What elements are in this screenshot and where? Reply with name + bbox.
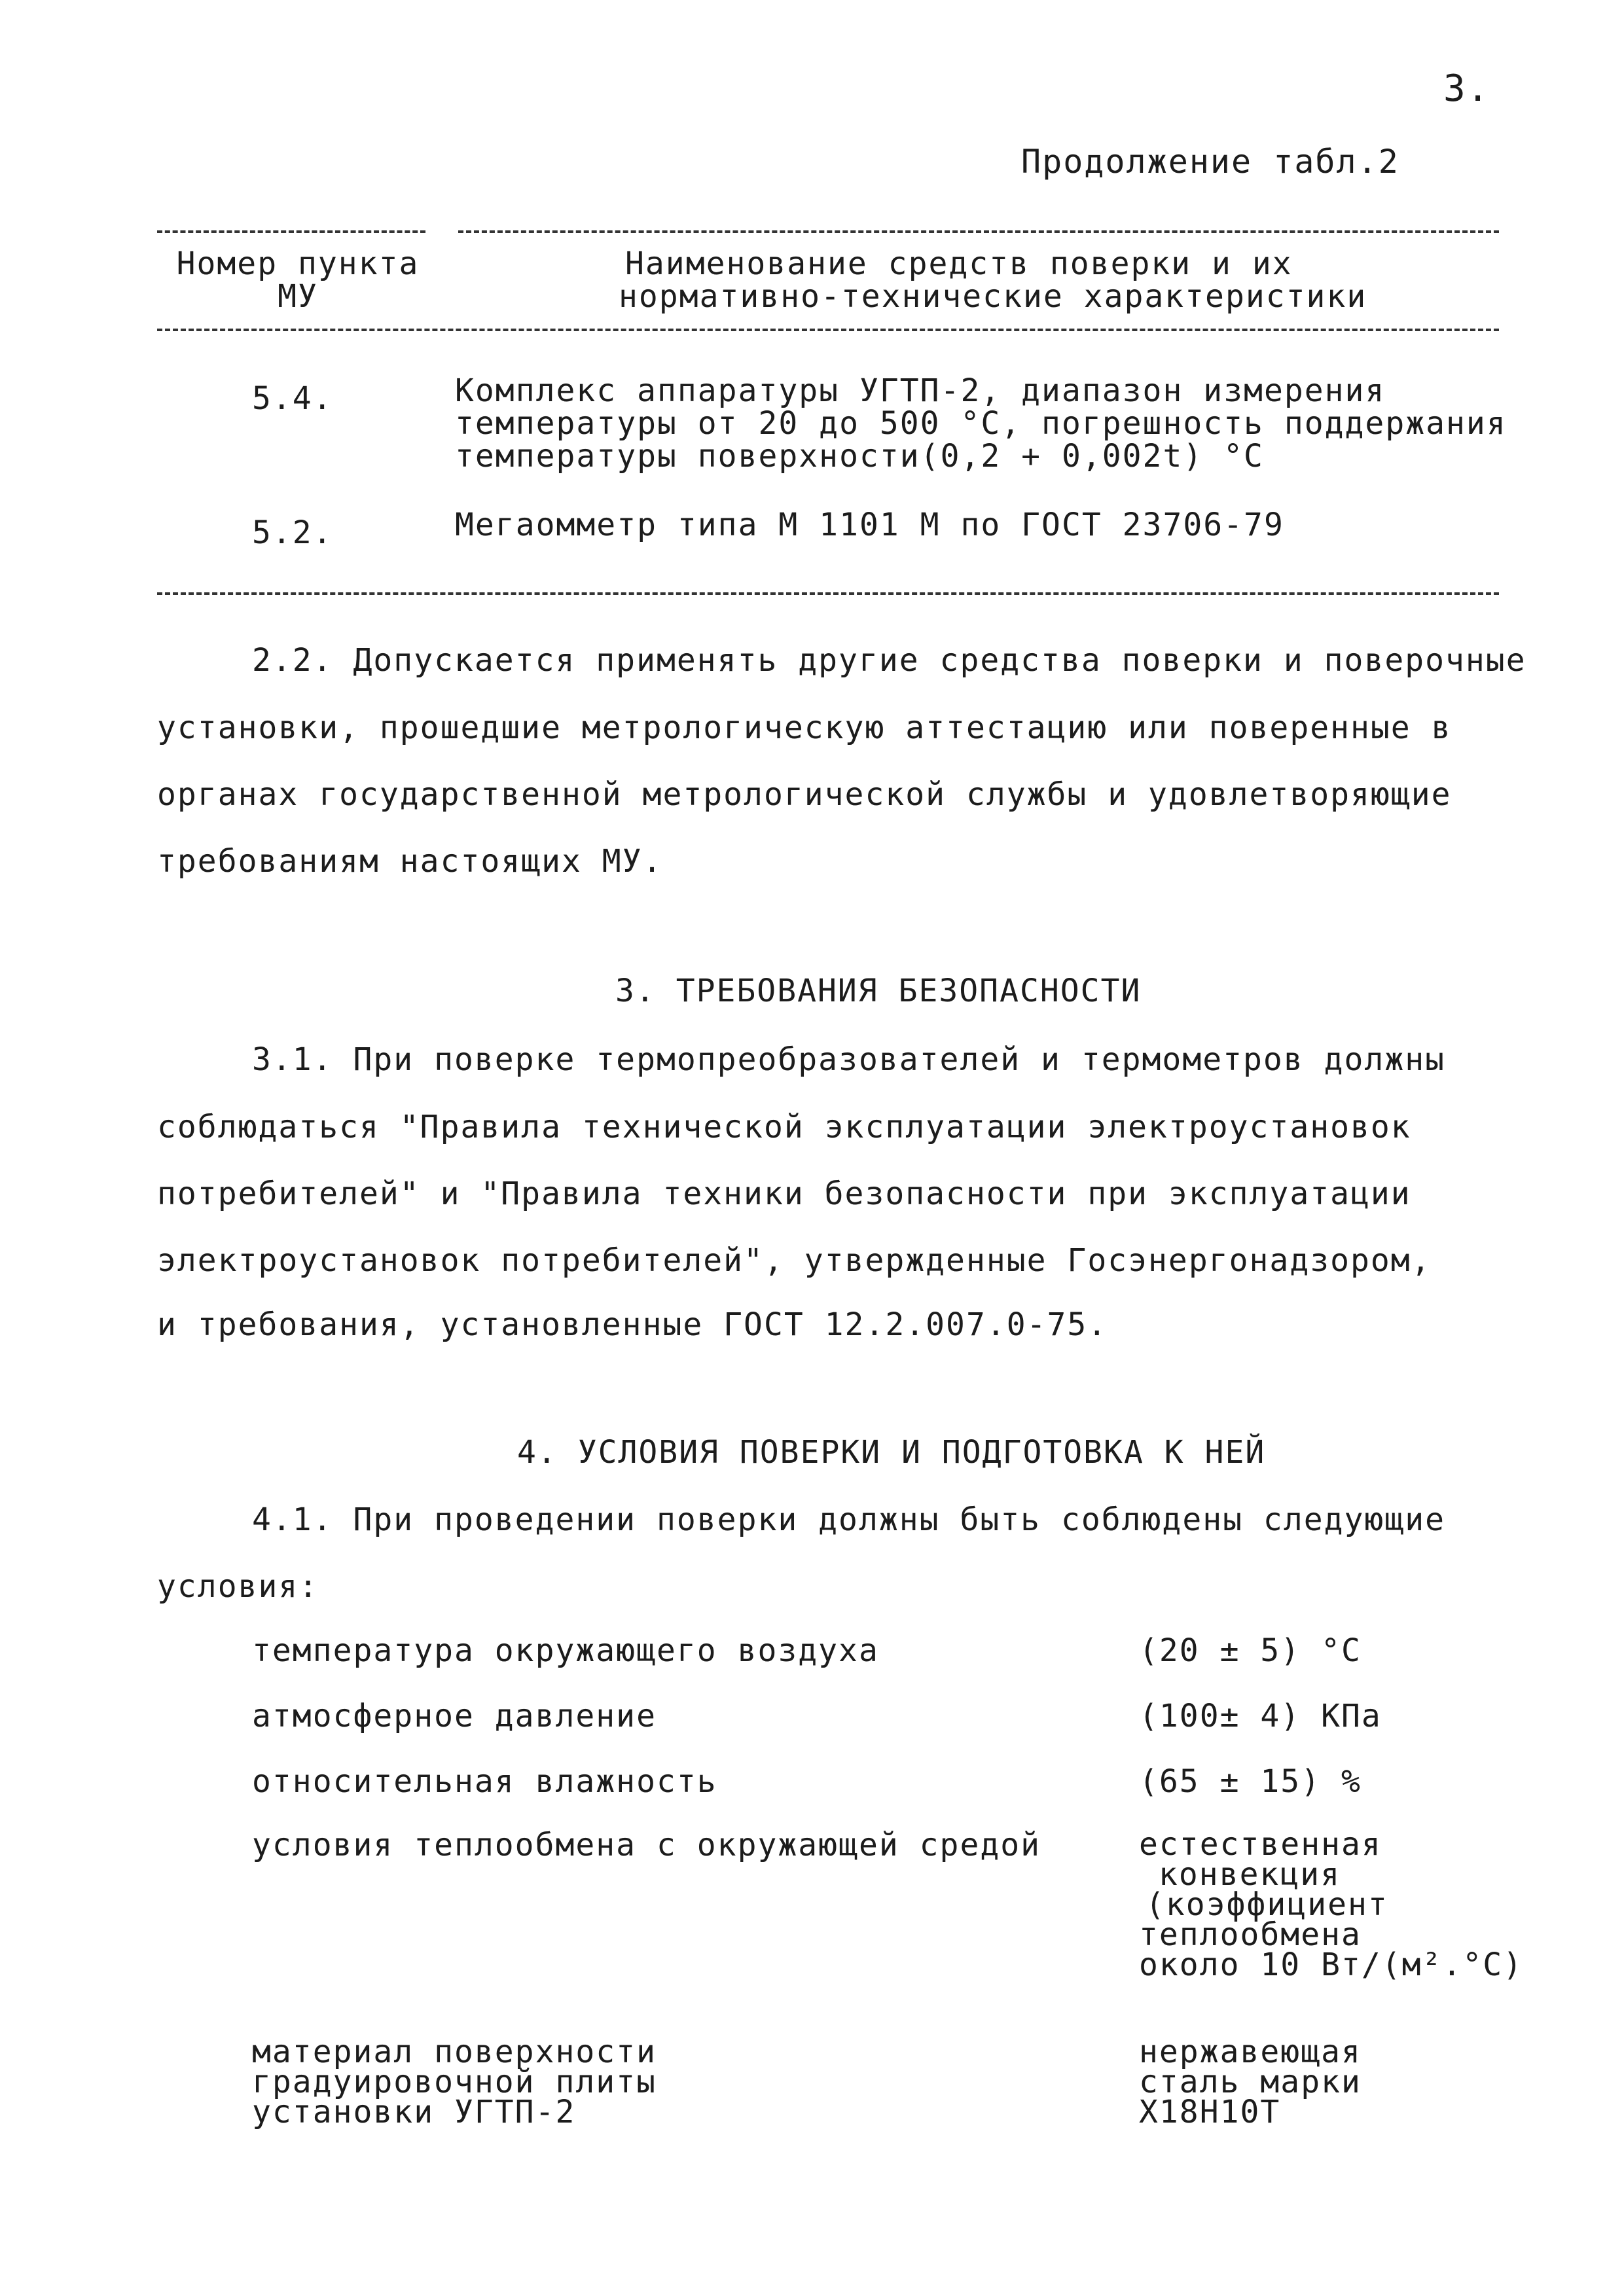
condition-value: (100± 4) КПа [1139,1698,1382,1734]
condition-value: (20 ± 5) °С [1139,1632,1362,1669]
section-heading: 3. ТРЕБОВАНИЯ БЕЗОПАСНОСТИ [615,973,1142,1009]
table-top-rule-left [157,230,425,233]
paragraph-line: потребителей" и "Правила техники безопасности при эксплуатации [157,1175,1411,1212]
table-bottom-rule [157,592,1499,595]
paragraph-line: органах государственной метрологической службы и удовлетворяющие [157,776,1452,813]
paragraph-line: электроустановок потребителей", утвержденные Госэнергонадзором, [157,1242,1432,1279]
condition-name: материал поверхности градуировочной плиты установки УГТП-2 [252,2034,657,2130]
condition-value: (65 ± 15) % [1139,1763,1362,1800]
condition-name: температура окружающего воздуха [252,1632,879,1669]
section-heading: 4. УСЛОВИЯ ПОВЕРКИ И ПОДГОТОВКА К НЕЙ [517,1434,1266,1471]
condition-name: атмосферное давление [252,1698,657,1734]
paragraph-line: 3.1. При поверке термопреобразователей и термометров должны [252,1041,1446,1078]
table-continuation-label: Продолжение табл.2 [1021,143,1399,181]
table-header-number: Номер пункта МУ [176,245,420,315]
paragraph-line: требованиям настоящих МУ. [157,843,663,880]
paragraph-line: установки, прошедшие метрологическую аттестацию или поверенные в [157,709,1452,746]
page-number: 3. [1443,67,1490,110]
table-row-description: Мегаомметр типа М 1101 М по ГОСТ 23706-79 [455,507,1284,543]
paragraph-line: 2.2. Допускается применять другие средства поверки и поверочные [252,642,1526,679]
table-row-number: 5.2. [252,514,333,551]
table-row-description: Комплекс аппаратуры УГТП-2, диапазон измерения температуры от 20 до 500 °С, погрешность поддержания температуры поверхности(0,2 + 0,002t) °С [455,372,1507,475]
condition-name: условия теплообмена с окружающей средой [252,1827,1041,1863]
paragraph-line: и требования, установленные ГОСТ 12.2.007.0-75. [157,1306,1108,1343]
table-row-number: 5.4. [252,380,333,417]
paragraph-line: 4.1. При проведении поверки должны быть соблюдены следующие [252,1501,1446,1538]
paragraph-line: соблюдаться "Правила технической эксплуатации электроустановок [157,1109,1411,1145]
table-top-rule-right [458,230,1499,233]
paragraph-line: условия: [157,1568,319,1605]
table-header-name: Наименование средств поверки и их нормативно-технические характеристики [619,245,1367,315]
condition-value: естественная конвекция (коэффициент теплообмена около 10 Вт/(м².°С) [1139,1826,1524,1983]
condition-value: нержавеющая сталь марки Х18Н10Т [1139,2034,1362,2130]
condition-name: относительная влажность [252,1763,717,1800]
table-header-rule [157,329,1499,331]
